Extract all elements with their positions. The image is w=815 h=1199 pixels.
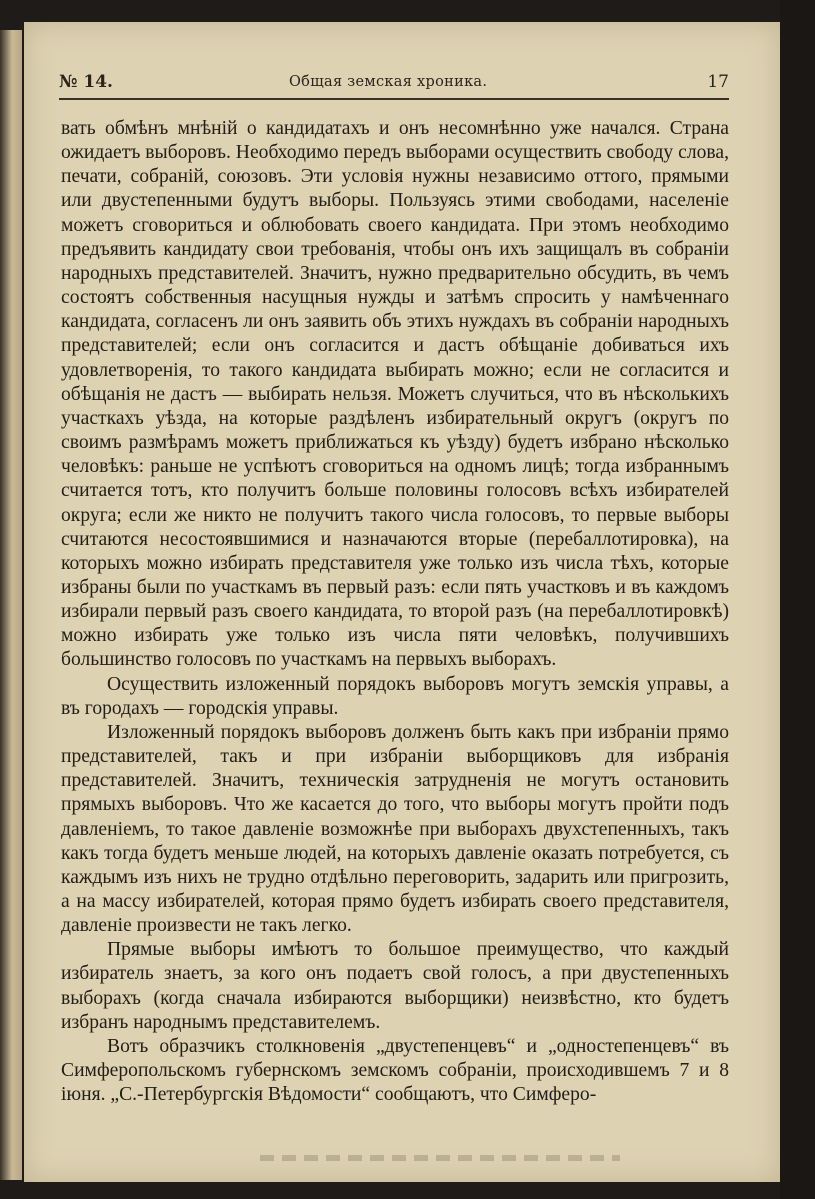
bottom-bleed-through	[260, 1155, 620, 1161]
issue-number: № 14.	[59, 72, 113, 92]
scan-border	[780, 0, 815, 1199]
previous-page-edge	[0, 30, 22, 1180]
header-rule	[59, 98, 729, 100]
running-header	[59, 72, 729, 98]
page-number: 17	[707, 72, 729, 92]
paragraph: Прямые выборы имѣютъ то большое преимущество, что каждый избиратель знаетъ, за кого онъ подаетъ свой голосъ, а при двустепенныхъ выборахъ (когда сначала избираются выборщики) неизвѣстно, кто будетъ избранъ народнымъ представителемъ.	[61, 939, 729, 1033]
paragraph: Осуществить изложенный порядокъ выборовъ могутъ земскія управы, а въ городахъ — городскія управы.	[61, 673, 729, 719]
section-title: Общая земская хроника.	[289, 74, 488, 90]
paragraph: Вотъ образчикъ столкновенія „двустепенцевъ“ и „одностепенцевъ“ въ Симферопольскомъ губернскомъ земскомъ собраніи, происходившемъ 7 и 8 іюня. „С.-Петербургскія Вѣдомости“ сообщаютъ, что Симферо-	[61, 1035, 729, 1106]
article-body	[61, 117, 729, 1107]
paragraph: Изложенный порядокъ выборовъ долженъ быть какъ при избраніи прямо представителей, такъ и при избраніи выборщиковъ для избранія представителей. Значитъ, техническія затрудненія не могутъ остановить прямыхъ выборовъ. Что же касается до того, что выборы могутъ пройти подъ давленіемъ, то такое давленіе возможнѣе при выборахъ двухстепенныхъ, такъ какъ тогда будетъ меньше людей, на которыхъ давленіе оказать потребуется, съ каждымъ изъ нихъ не трудно отдѣльно переговорить, задарить или пригрозить, а на массу избирателей, которая прямо будетъ избирать своего представителя, давленіе произвести не такъ легко.	[61, 721, 729, 937]
paragraph: вать обмѣнъ мнѣній о кандидатахъ и онъ несомнѣнно уже начался. Страна ожидаетъ выборовъ. Необходимо передъ выборами осуществить свободу слова, печати, собраній, союзовъ. Эти условія нужны независимо оттого, прямыми или двустепенными будутъ выборы. Пользуясь этими свободами, населеніе можетъ сговориться и облюбовать своего кандидата. При этомъ необходимо предъявить кандидату свои требованія, чтобы онъ ихъ защищалъ въ собраніи народныхъ представителей. Значитъ, нужно предварительно обсудить, въ чемъ состоятъ собственныя насущныя нужды и затѣмъ спросить у намѣченнаго кандидата, согласенъ ли онъ заявить объ этихъ нуждахъ въ собраніи народныхъ представителей; если онъ согласится и дастъ обѣщаніе добиваться ихъ удовлетворенія, то такого кандидата выбирать можно; если не согласится и обѣщанія не дастъ — выбирать нельзя. Можетъ случиться, что въ нѣсколькихъ участкахъ уѣзда, на которые раздѣленъ избирательный округъ (округъ по своимъ размѣрамъ можетъ приближаться къ уѣзду) будетъ избрано нѣсколько человѣкъ: раньше не успѣютъ сговориться на одномъ лицѣ; тогда избраннымъ считается тотъ, кто получитъ больше половины голосовъ всѣхъ избирателей округа; если же никто не получитъ такого числа голосовъ, то первые выборы считаются несостоявшимися и назначаются вторые (перебаллотировка), на которыхъ можно избирать представителя уже только изъ числа тѣхъ, которые избраны были по участкамъ въ первый разъ: если пять участковъ и въ каждомъ избирали первый разъ своего кандидата, то второй разъ (на перебаллотировкѣ) можно избирать уже только изъ числа пяти человѣкъ, получившихъ большинство голосовъ по участкамъ на первыхъ выборахъ.	[61, 118, 729, 671]
